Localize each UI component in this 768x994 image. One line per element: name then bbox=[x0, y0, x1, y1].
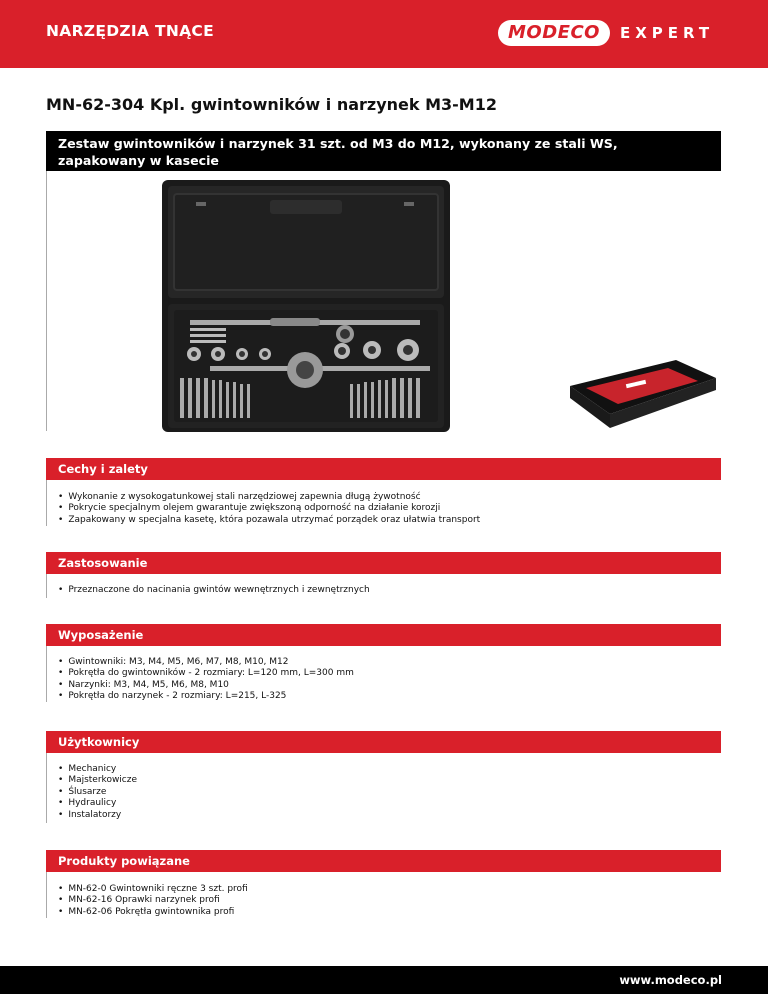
list-item: • Pokrętła do gwintowników - 2 rozmiary: L=120 mm, L=300 mm bbox=[58, 668, 354, 679]
divider-line bbox=[46, 171, 47, 431]
section-title: Cechy i zalety bbox=[58, 462, 148, 476]
logo-sub: EXPERT bbox=[619, 24, 715, 42]
divider-line bbox=[46, 872, 47, 918]
list-item: • MN-62-0 Gwintowniki ręczne 3 szt. profi bbox=[58, 884, 248, 895]
product-image bbox=[160, 178, 452, 434]
list-item: • Mechanicy bbox=[58, 764, 137, 775]
users-list bbox=[58, 764, 137, 821]
closed-case-image bbox=[566, 356, 718, 432]
list-item: • Zapakowany w specjalna kasetę, która pozawala utrzymać porządek oraz ułatwia transport bbox=[58, 515, 480, 526]
section-header-related bbox=[46, 850, 721, 872]
divider-line bbox=[46, 480, 47, 526]
list-item: • Przeznaczone do nacinania gwintów wewnętrznych i zewnętrznych bbox=[58, 585, 370, 596]
section-title: Zastosowanie bbox=[58, 556, 148, 570]
category-label: NARZĘDZIA TNĄCE bbox=[46, 22, 214, 40]
equipment-list bbox=[58, 657, 354, 703]
divider-line bbox=[46, 753, 47, 823]
section-header-usage bbox=[46, 552, 721, 574]
list-item: • Gwintowniki: M3, M4, M5, M6, M7, M8, M10, M12 bbox=[58, 657, 354, 668]
section-header-users bbox=[46, 731, 721, 753]
list-item: • Pokrętła do narzynek - 2 rozmiary: L=215, L-325 bbox=[58, 691, 354, 702]
product-subtitle-text: Zestaw gwintowników i narzynek 31 szt. od M3 do M12, wykonany ze stali WS, zapakowany w kasecie bbox=[58, 136, 618, 168]
usage-list bbox=[58, 585, 370, 596]
section-title: Wyposażenie bbox=[58, 628, 144, 642]
footer-bar bbox=[0, 966, 768, 994]
footer-url[interactable]: www.modeco.pl bbox=[619, 973, 722, 987]
divider-line bbox=[46, 574, 47, 598]
list-item: • Narzynki: M3, M4, M5, M6, M8, M10 bbox=[58, 680, 354, 691]
page-title: MN-62-304 Kpl. gwintowników i narzynek M3-M12 bbox=[46, 95, 497, 114]
list-item: • Ślusarze bbox=[58, 787, 137, 798]
related-list bbox=[58, 884, 248, 918]
list-item: • Majsterkowicze bbox=[58, 775, 137, 786]
list-item: • Hydraulicy bbox=[58, 798, 137, 809]
list-item: • MN-62-16 Oprawki narzynek profi bbox=[58, 895, 248, 906]
product-subtitle bbox=[46, 131, 721, 171]
list-item: • Pokrycie specjalnym olejem gwarantuje zwiększoną odporność na działanie korozji bbox=[58, 503, 480, 514]
list-item: • Instalatorzy bbox=[58, 810, 137, 821]
logo-main: MODECO bbox=[498, 20, 610, 46]
section-header-features bbox=[46, 458, 721, 480]
header-bar bbox=[0, 0, 768, 68]
list-item: • Wykonanie z wysokogatunkowej stali narzędziowej zapewnia długą żywotność bbox=[58, 492, 480, 503]
section-title: Produkty powiązane bbox=[58, 854, 190, 868]
brand-logo bbox=[498, 20, 714, 46]
divider-line bbox=[46, 646, 47, 702]
list-item: • MN-62-06 Pokrętła gwintownika profi bbox=[58, 907, 248, 918]
section-title: Użytkownicy bbox=[58, 735, 140, 749]
section-header-equipment bbox=[46, 624, 721, 646]
features-list bbox=[58, 492, 480, 526]
